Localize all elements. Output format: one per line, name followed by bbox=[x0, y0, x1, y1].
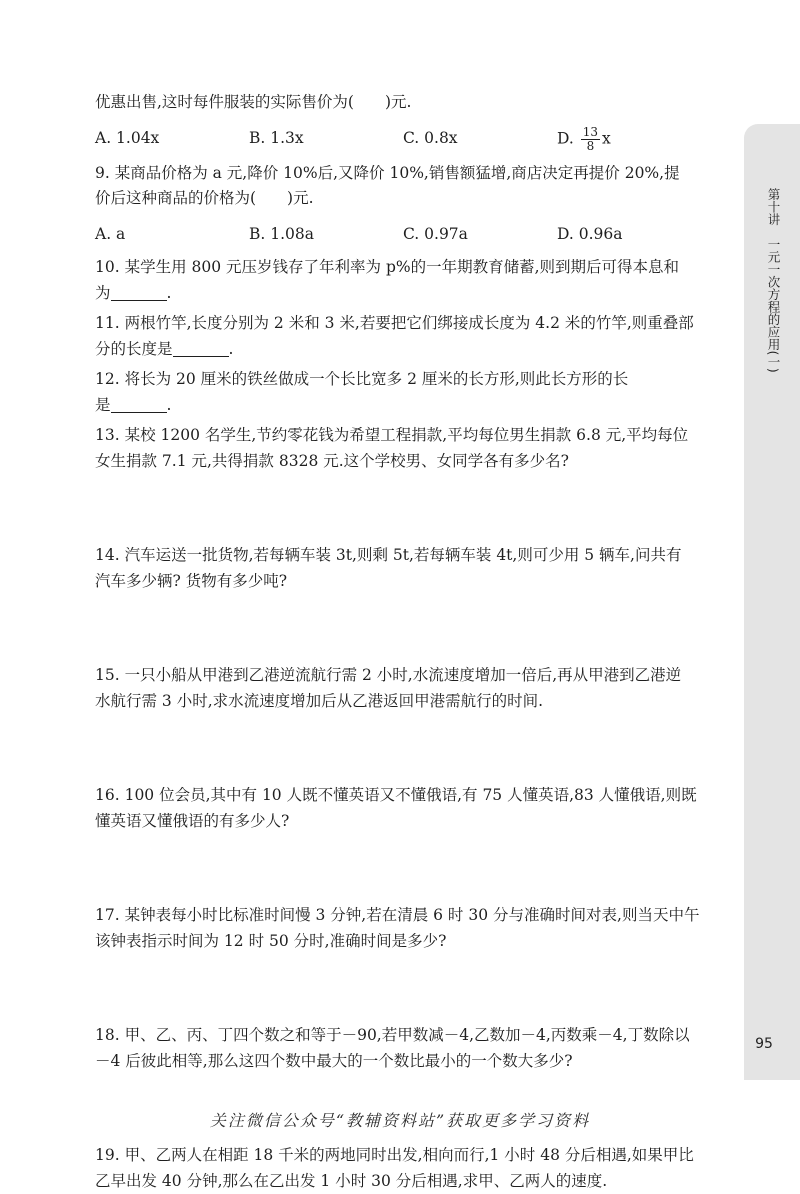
problem-16 bbox=[95, 783, 711, 834]
problem-line: 19. 甲、乙两人在相距 18 千米的两地同时出发,相向而行,1 小时 48 分后相遇,如果甲比 bbox=[95, 1143, 711, 1169]
text: 分的长度是 bbox=[95, 340, 173, 358]
answer-space bbox=[95, 834, 711, 898]
problem-list bbox=[95, 90, 711, 1194]
chapter-title: 第十讲 一元一次方程的应用(一) bbox=[755, 188, 781, 373]
option-a: A. a bbox=[95, 222, 249, 248]
text: 为 bbox=[95, 284, 111, 302]
answer-space bbox=[95, 714, 711, 778]
problem-line: 17. 某钟表每小时比标准时间慢 3 分钟,若在清晨 6 时 30 分与准确时间对表,则当天中午 bbox=[95, 903, 711, 929]
answer-blank bbox=[111, 396, 167, 413]
problem-line: 9. 某商品价格为 a 元,降价 10%后,又降价 10%,销售额猛增,商店决定再提价 20%,提 bbox=[95, 161, 711, 187]
problem-line: 女生捐款 7.1 元,共得捐款 8328 元.这个学校男、女同学各有多少名? bbox=[95, 449, 711, 475]
text: 是 bbox=[95, 396, 111, 414]
option-d: D. 0.96a bbox=[557, 222, 711, 248]
fraction-denominator: 8 bbox=[581, 140, 600, 153]
problem-14 bbox=[95, 543, 711, 594]
problem-line: 16. 100 位会员,其中有 10 人既不懂英语又不懂俄语,有 75 人懂英语,83 人懂俄语,则既 bbox=[95, 783, 711, 809]
problem-8-text: 优惠出售,这时每件服装的实际售价为( )元. bbox=[95, 90, 711, 116]
footer-promo: 关注微信公众号“教辅资料站”获取更多学习资料 bbox=[0, 1108, 800, 1131]
option-c: C. 0.97a bbox=[403, 222, 557, 248]
problem-line bbox=[95, 393, 711, 419]
answer-blank bbox=[173, 340, 229, 357]
problem-line: 懂英语又懂俄语的有多少人? bbox=[95, 809, 711, 835]
problem-line: 15. 一只小船从甲港到乙港逆流航行需 2 小时,水流速度增加一倍后,再从甲港到乙港逆 bbox=[95, 663, 711, 689]
problem-line: 该钟表指示时间为 12 时 50 分时,准确时间是多少? bbox=[95, 929, 711, 955]
problem-line: －4 后彼此相等,那么这四个数中最大的一个数比最小的一个数大多少? bbox=[95, 1049, 711, 1075]
problem-line: 汽车多少辆? 货物有多少吨? bbox=[95, 569, 711, 595]
problem-line: 乙早出发 40 分钟,那么在乙出发 1 小时 30 分后相遇,求甲、乙两人的速度. bbox=[95, 1169, 711, 1194]
option-b: B. 1.08a bbox=[249, 222, 403, 248]
answer-space bbox=[95, 954, 711, 1018]
problem-9 bbox=[95, 161, 711, 212]
problem-10 bbox=[95, 255, 711, 306]
problem-line bbox=[95, 337, 711, 363]
text: . bbox=[167, 284, 172, 302]
option-d-suffix: x bbox=[602, 129, 611, 147]
fraction-numerator: 13 bbox=[581, 126, 600, 140]
problem-line: 13. 某校 1200 名学生,节约零花钱为希望工程捐款,平均每位男生捐款 6.8 元,平均每位 bbox=[95, 423, 711, 449]
problem-line: 12. 将长为 20 厘米的铁丝做成一个长比宽多 2 厘米的长方形,则此长方形的长 bbox=[95, 367, 711, 393]
problem-19 bbox=[95, 1143, 711, 1194]
option-c: C. 0.8x bbox=[403, 126, 557, 153]
problem-13 bbox=[95, 423, 711, 474]
option-d-prefix: D. bbox=[557, 129, 574, 147]
problem-line: 水航行需 3 小时,求水流速度增加后从乙港返回甲港需航行的时间. bbox=[95, 689, 711, 715]
answer-blank bbox=[111, 284, 167, 301]
problem-15 bbox=[95, 663, 711, 714]
page-number: 95 bbox=[746, 1036, 782, 1052]
answer-space bbox=[95, 594, 711, 658]
option-a: A. 1.04x bbox=[95, 126, 249, 153]
option-d bbox=[557, 126, 711, 153]
problem-11 bbox=[95, 311, 711, 362]
option-b: B. 1.3x bbox=[249, 126, 403, 153]
text: . bbox=[167, 396, 172, 414]
problem-18 bbox=[95, 1023, 711, 1074]
problem-17 bbox=[95, 903, 711, 954]
problem-12 bbox=[95, 367, 711, 418]
problem-line: 价后这种商品的价格为( )元. bbox=[95, 186, 711, 212]
problem-line: 18. 甲、乙、丙、丁四个数之和等于－90,若甲数减－4,乙数加－4,丙数乘－4,丁数除以 bbox=[95, 1023, 711, 1049]
problem-line bbox=[95, 281, 711, 307]
problem-line: 14. 汽车运送一批货物,若每辆车装 3t,则剩 5t,若每辆车装 4t,则可少用 5 辆车,问共有 bbox=[95, 543, 711, 569]
answer-space bbox=[95, 474, 711, 538]
problem-line: 11. 两根竹竿,长度分别为 2 米和 3 米,若要把它们绑接成长度为 4.2 米的竹竿,则重叠部 bbox=[95, 311, 711, 337]
text: . bbox=[229, 340, 234, 358]
problem-8-options bbox=[95, 126, 711, 153]
problem-line: 10. 某学生用 800 元压岁钱存了年利率为 p%的一年期教育储蓄,则到期后可得本息和 bbox=[95, 255, 711, 281]
problem-9-options bbox=[95, 222, 711, 248]
fraction bbox=[581, 126, 600, 153]
